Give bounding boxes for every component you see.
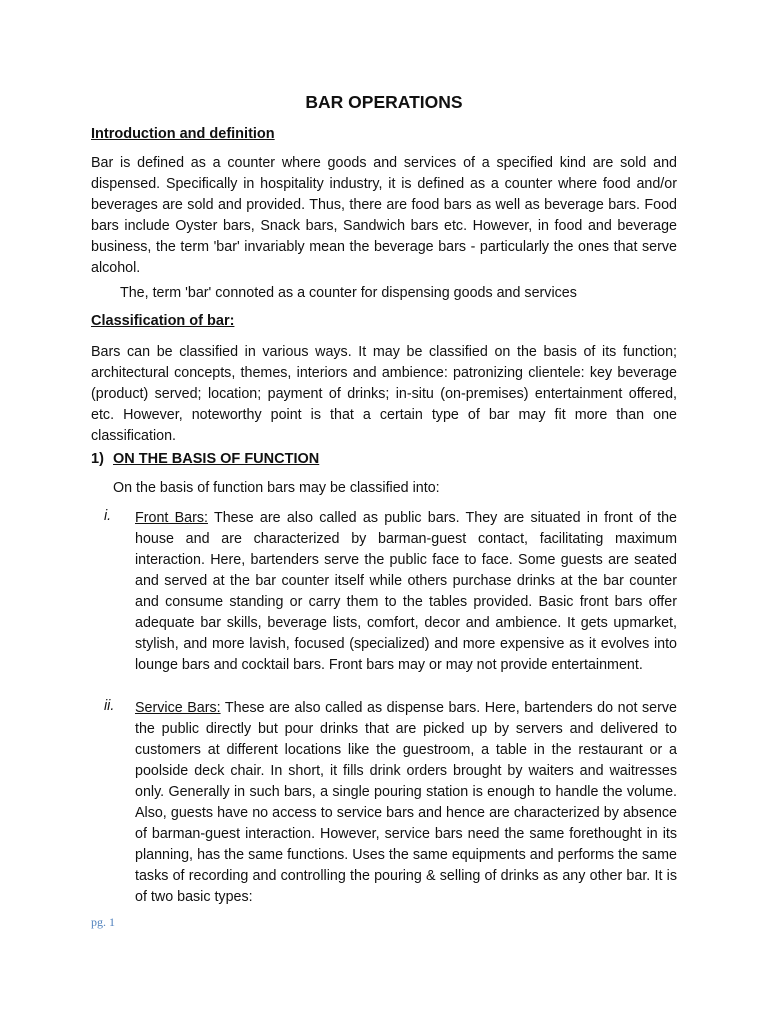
list-item-body [135, 698, 677, 908]
intro-paragraph: Bar is defined as a counter where goods and services of a specified kind are sold and dispensed. Specifically in hospitality industry, it is defined as a counter where food and/or beverages are sold and provided. Thus, there are food bars as well as beverage bars. Food bars include Oyster bars, Snack bars, Sandwich bars etc. However, in food and beverage business, the term 'bar' invariably mean the beverage bars - particularly the ones that serve alcohol. [91, 155, 677, 276]
classification-heading: Classification of bar: [91, 313, 235, 329]
intro-heading: Introduction and definition [91, 126, 275, 142]
section-1-intro: On the basis of function bars may be classified into: [113, 480, 440, 496]
list-item-term: Front Bars: [135, 510, 208, 526]
list-item-text: These are also called as public bars. They are situated in front of the house and are characterized by barman-guest contact, facilitating maximum interaction. Here, bartenders serve the public face to face. Some guests are seated and served at the bar counter itself while others purchase drinks at the bar counter and consume standing or carry them to the tables provided. Basic front bars offer adequate bar skills, beverage lists, comfort, decor and ambience. It gets upmarket, stylish, and more lavish, focused (specialized) and more expensive as it evolves into lounge bars and cocktail bars. Front bars may or may not provide entertainment. [135, 510, 677, 673]
list-marker: ii. [104, 698, 115, 714]
section-1-number: 1) [91, 451, 104, 467]
section-1-heading [91, 451, 319, 467]
page-title: BAR OPERATIONS [305, 92, 463, 112]
section-1-title: ON THE BASIS OF FUNCTION [113, 451, 320, 467]
list-item-body [135, 508, 677, 676]
intro-note: The, term 'bar' connoted as a counter for dispensing goods and services [120, 285, 577, 301]
list-item-text: These are also called as dispense bars. Here, bartenders do not serve the public directly but pour drinks that are picked up by servers and delivered to customers at different locations like the guestroom, a table in the restaurant or a poolside deck chair. In short, it fills drink orders brought by waiters and waitresses only. Generally in such bars, a single pouring station is enough to handle the volume. Also, guests have no access to service bars and hence are characterized by absence of barman-guest interaction. However, service bars need the same forethought in its planning, has the same functions. Uses the same equipments and performs the same tasks of recording and controlling the pouring & selling of drinks as any other bar. It is of two basic types: [135, 700, 677, 905]
list-item-term: Service Bars: [135, 700, 221, 716]
list-marker: i. [104, 508, 112, 524]
page-number-footer: pg. 1 [91, 915, 115, 929]
classification-paragraph: Bars can be classified in various ways. It may be classified on the basis of its function; architectural concepts, themes, interiors and ambience: patronizing clientele: key beverage (product) served; location; payment of drinks; in-situ (on-premises) entertainment offered, etc. However, noteworthy point is that a certain type of bar may fit more than one classification. [91, 344, 677, 444]
